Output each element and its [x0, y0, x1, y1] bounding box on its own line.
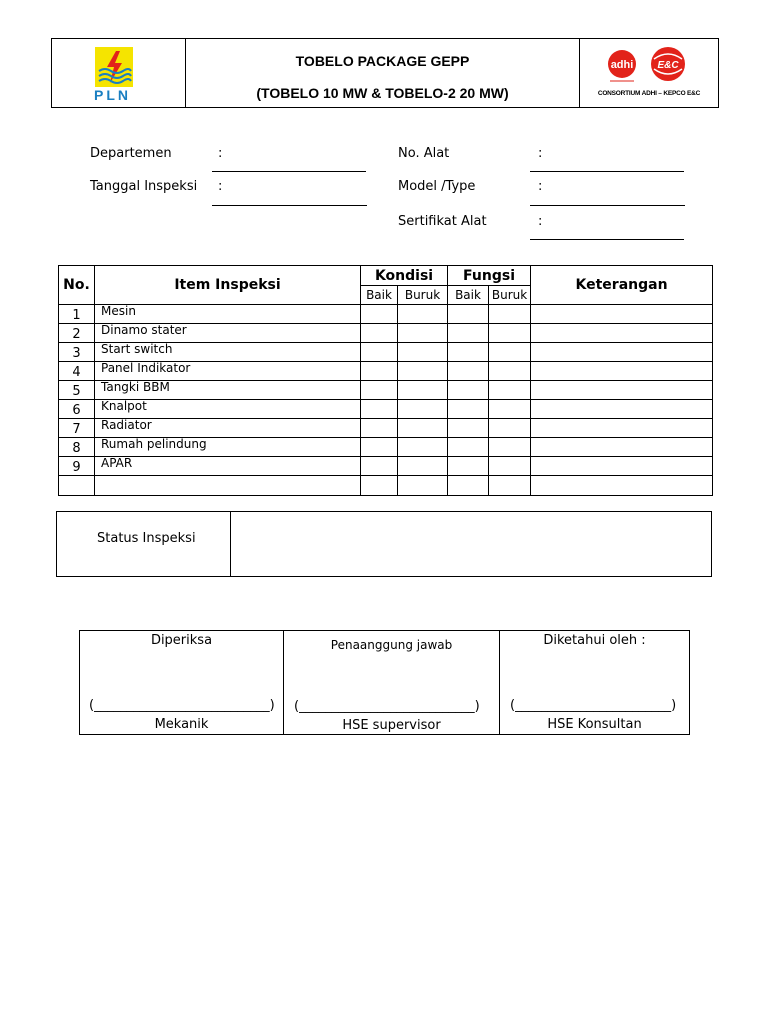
- departemen-label: Departemen: [90, 146, 172, 161]
- kondisi-buruk-cell[interactable]: [398, 419, 448, 438]
- model-type-colon: :: [538, 179, 543, 194]
- signature-title: Diperiksa: [150, 633, 213, 648]
- kondisi-baik-cell[interactable]: [361, 438, 398, 457]
- fungsi-baik-cell[interactable]: [448, 343, 489, 362]
- sertifikat-alat-colon: :: [538, 214, 543, 229]
- signature-role: HSE Konsultan: [547, 717, 642, 732]
- kondisi-buruk-cell[interactable]: [398, 457, 448, 476]
- kondisi-baik-cell[interactable]: [361, 362, 398, 381]
- row-number: [59, 476, 95, 496]
- fungsi-buruk-cell[interactable]: [489, 305, 531, 324]
- fungsi-buruk-cell[interactable]: [489, 400, 531, 419]
- sertifikat-alat-field[interactable]: [530, 239, 684, 240]
- row-item: APAR: [95, 457, 361, 476]
- keterangan-cell[interactable]: [531, 381, 713, 400]
- kondisi-baik-cell[interactable]: [361, 457, 398, 476]
- keterangan-cell[interactable]: [531, 362, 713, 381]
- fungsi-buruk-cell[interactable]: [489, 362, 531, 381]
- fungsi-buruk-cell[interactable]: [489, 476, 531, 496]
- table-row: [59, 324, 713, 343]
- fungsi-buruk-cell[interactable]: [489, 419, 531, 438]
- kepco-logo-text: E&C: [657, 60, 679, 71]
- row-number: 8: [59, 438, 95, 457]
- consortium-text: CONSORTIUM ADHI – KEPCO E&C: [597, 90, 701, 97]
- signature-role: Mekanik: [154, 717, 209, 732]
- table-row: [59, 362, 713, 381]
- row-number: 5: [59, 381, 95, 400]
- row-number: 4: [59, 362, 95, 381]
- fungsi-baik-cell[interactable]: [448, 362, 489, 381]
- status-inspeksi-box: [56, 511, 712, 577]
- keterangan-cell[interactable]: [531, 457, 713, 476]
- keterangan-cell[interactable]: [531, 324, 713, 343]
- row-number: 2: [59, 324, 95, 343]
- signature-line[interactable]: (________________________): [510, 698, 677, 713]
- kondisi-buruk-cell[interactable]: [398, 438, 448, 457]
- fungsi-buruk-cell[interactable]: [489, 343, 531, 362]
- model-type-label: Model /Type: [398, 179, 476, 194]
- sertifikat-alat-label: Sertifikat Alat: [398, 214, 487, 229]
- partner-logo-cell: [580, 39, 718, 107]
- status-inspeksi-field[interactable]: [231, 512, 711, 576]
- header-title-cell: [186, 39, 580, 107]
- kondisi-baik-cell[interactable]: [361, 343, 398, 362]
- row-item: Start switch: [95, 343, 361, 362]
- kondisi-buruk-cell[interactable]: [398, 476, 448, 496]
- signature-role: HSE supervisor: [342, 718, 441, 733]
- model-type-field[interactable]: [530, 205, 685, 206]
- kondisi-baik-cell[interactable]: [361, 381, 398, 400]
- signature-block-mekanik: [80, 631, 284, 734]
- kondisi-buruk-cell[interactable]: [398, 400, 448, 419]
- pln-logo-text: PLN: [94, 87, 131, 103]
- signature-line[interactable]: (___________________________): [89, 698, 275, 713]
- row-number: 9: [59, 457, 95, 476]
- no-alat-field[interactable]: [530, 171, 684, 172]
- document-header: [51, 38, 719, 108]
- keterangan-cell[interactable]: [531, 476, 713, 496]
- col-header-item: Item Inspeksi: [95, 266, 361, 305]
- kondisi-buruk-cell[interactable]: [398, 362, 448, 381]
- kondisi-baik-cell[interactable]: [361, 419, 398, 438]
- fungsi-baik-cell[interactable]: [448, 381, 489, 400]
- status-inspeksi-label: Status Inspeksi: [97, 531, 196, 546]
- table-row: [59, 476, 713, 496]
- subheader-kondisi-baik: Baik: [361, 286, 398, 305]
- signature-title: Penaanggung jawab: [330, 638, 453, 652]
- fungsi-buruk-cell[interactable]: [489, 457, 531, 476]
- project-title: TOBELO PACKAGE GEPP: [295, 53, 470, 69]
- tanggal-inspeksi-colon: :: [218, 179, 223, 194]
- status-inspeksi-label-cell: [57, 512, 231, 576]
- row-item: Knalpot: [95, 400, 361, 419]
- table-row: [59, 381, 713, 400]
- fungsi-buruk-cell[interactable]: [489, 381, 531, 400]
- kondisi-baik-cell[interactable]: [361, 400, 398, 419]
- subheader-fungsi-buruk: Buruk: [489, 286, 531, 305]
- tanggal-inspeksi-field[interactable]: [212, 205, 367, 206]
- row-number: 1: [59, 305, 95, 324]
- kondisi-buruk-cell[interactable]: [398, 381, 448, 400]
- fungsi-baik-cell[interactable]: [448, 419, 489, 438]
- col-header-no: No.: [59, 266, 95, 305]
- table-row: [59, 457, 713, 476]
- table-row: [59, 419, 713, 438]
- project-subtitle: (TOBELO 10 MW & TOBELO-2 20 MW): [256, 85, 509, 101]
- col-header-fungsi: Fungsi: [448, 266, 531, 286]
- keterangan-cell[interactable]: [531, 419, 713, 438]
- row-number: 3: [59, 343, 95, 362]
- inspection-table: [58, 265, 713, 496]
- row-item: [95, 476, 361, 496]
- signature-table: [79, 630, 690, 735]
- signature-block-hse-supervisor: [284, 631, 500, 734]
- tanggal-inspeksi-label: Tanggal Inspeksi: [90, 179, 198, 194]
- no-alat-colon: :: [538, 146, 543, 161]
- row-item: Rumah pelindung: [95, 438, 361, 457]
- table-row: [59, 400, 713, 419]
- table-row: [59, 343, 713, 362]
- signature-line[interactable]: (___________________________): [294, 699, 480, 714]
- adhi-logo-text: adhi: [610, 59, 634, 71]
- fungsi-baik-cell[interactable]: [448, 438, 489, 457]
- fungsi-baik-cell[interactable]: [448, 324, 489, 343]
- row-item: Mesin: [95, 305, 361, 324]
- kondisi-baik-cell[interactable]: [361, 324, 398, 343]
- kondisi-buruk-cell[interactable]: [398, 343, 448, 362]
- keterangan-cell[interactable]: [531, 305, 713, 324]
- pln-logo-cell: [52, 39, 186, 107]
- adhi-kepco-logo-icon: [602, 47, 702, 83]
- col-header-kondisi: Kondisi: [361, 266, 448, 286]
- pln-logo-icon: [95, 47, 133, 87]
- kondisi-buruk-cell[interactable]: [398, 305, 448, 324]
- col-header-keterangan: Keterangan: [531, 266, 713, 305]
- kondisi-buruk-cell[interactable]: [398, 324, 448, 343]
- fungsi-baik-cell[interactable]: [448, 476, 489, 496]
- signature-block-hse-konsultan: [500, 631, 689, 734]
- row-item: Tangki BBM: [95, 381, 361, 400]
- kondisi-baik-cell[interactable]: [361, 305, 398, 324]
- no-alat-label: No. Alat: [398, 146, 450, 161]
- fungsi-buruk-cell[interactable]: [489, 324, 531, 343]
- table-row: [59, 438, 713, 457]
- table-row: [59, 305, 713, 324]
- fungsi-buruk-cell[interactable]: [489, 438, 531, 457]
- keterangan-cell[interactable]: [531, 400, 713, 419]
- departemen-colon: :: [218, 146, 223, 161]
- fungsi-baik-cell[interactable]: [448, 457, 489, 476]
- signature-title: Diketahui oleh :: [543, 633, 646, 648]
- row-item: Panel Indikator: [95, 362, 361, 381]
- row-item: Radiator: [95, 419, 361, 438]
- keterangan-cell[interactable]: [531, 438, 713, 457]
- fungsi-baik-cell[interactable]: [448, 305, 489, 324]
- departemen-field[interactable]: [212, 171, 366, 172]
- subheader-kondisi-buruk: Buruk: [398, 286, 448, 305]
- subheader-fungsi-baik: Baik: [448, 286, 489, 305]
- keterangan-cell[interactable]: [531, 343, 713, 362]
- row-item: Dinamo stater: [95, 324, 361, 343]
- fungsi-baik-cell[interactable]: [448, 400, 489, 419]
- row-number: 6: [59, 400, 95, 419]
- kondisi-baik-cell[interactable]: [361, 476, 398, 496]
- row-number: 7: [59, 419, 95, 438]
